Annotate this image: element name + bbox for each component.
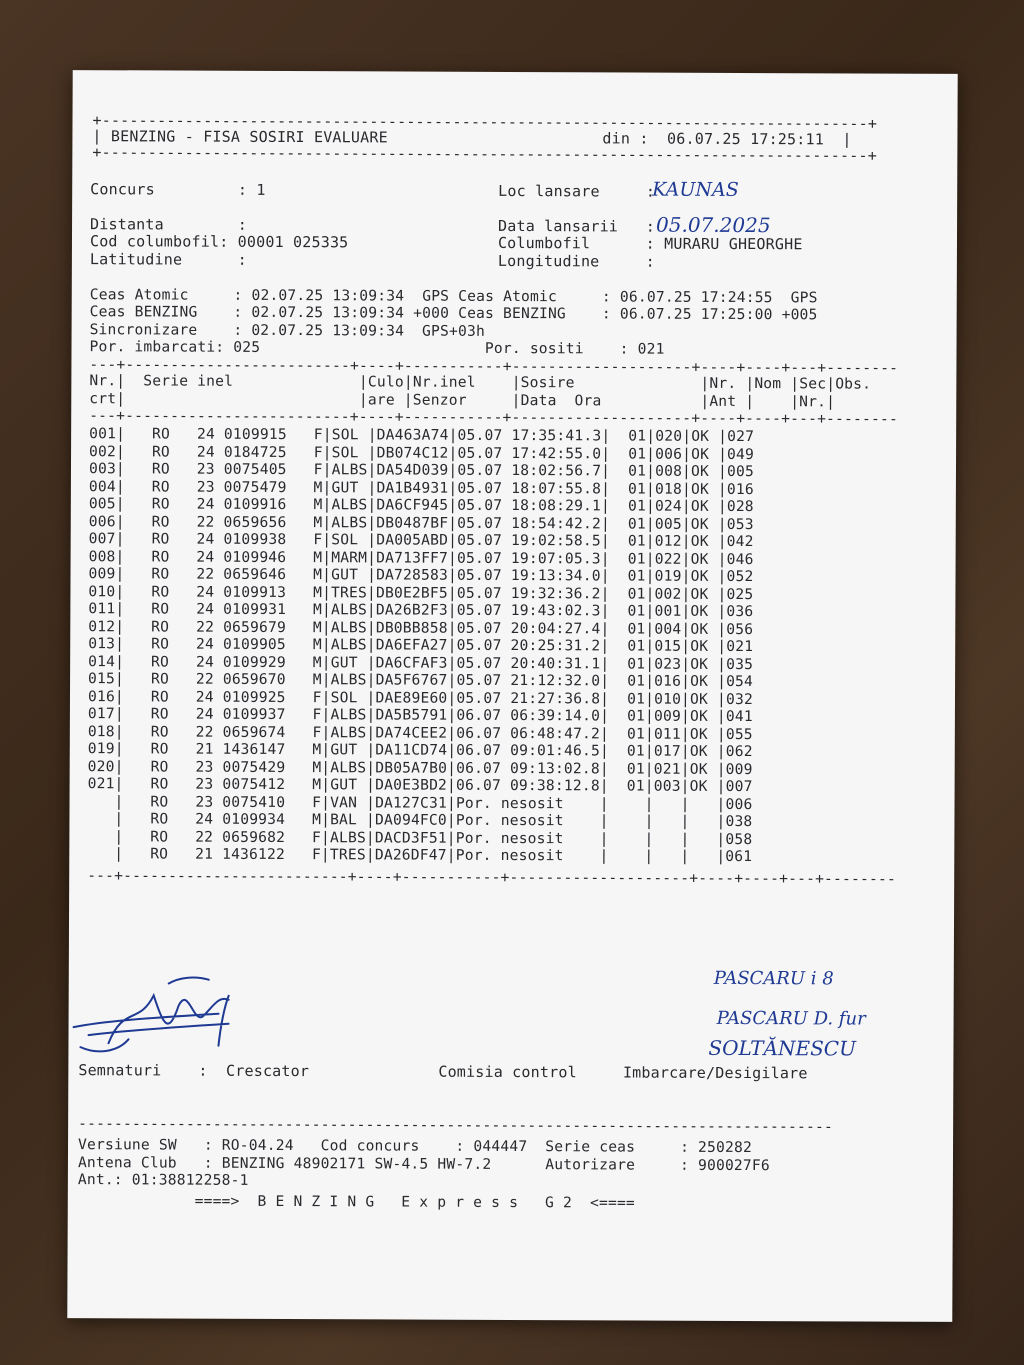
table-row: 003| RO 23 0075405 F|ALBS|DA54D039|05.07 18:02:56.7| 01|008|OK |005 bbox=[88, 460, 755, 481]
table-row: 010| RO 24 0109913 M|TRES|DB0E2BF5|05.07 19:32:36.2| 01|002|OK |025 bbox=[88, 582, 754, 603]
table-header-2: crt| |are |Senzor |Data Ora |Ant | |Nr.| bbox=[89, 390, 836, 411]
handwriting-line-3: SOLTĂNESCU bbox=[708, 1035, 857, 1061]
concurs-field: Concurs : 1 bbox=[90, 180, 266, 199]
header-row: | BENZING - FISA SOSIRI EVALUARE bbox=[92, 127, 388, 147]
table-row: 007| RO 24 0109938 F|SOL |DA005ABD|05.07 19:02:58.5| 01|012|OK |042 bbox=[88, 530, 754, 551]
footer-line-2: Antena Club : BENZING 48902171 SW-4.5 HW-7.2 Autorizare : 900027F6 bbox=[77, 1154, 770, 1175]
table-row: 005| RO 24 0109916 M|ALBS|DA6CF945|05.07 18:08:29.1| 01|024|OK |028 bbox=[88, 495, 754, 516]
table-row: 001| RO 24 0109915 F|SOL |DA463A74|05.07 17:35:41.3| 01|020|OK |027 bbox=[89, 425, 755, 446]
table-row: 011| RO 24 0109931 M|ALBS|DA26B2F3|05.07 19:43:02.3| 01|001|OK |036 bbox=[88, 600, 754, 621]
footer-separator: ------------------------------------------------------------------------------------ bbox=[78, 1115, 834, 1136]
table-row: 008| RO 24 0109946 M|MARM|DA713FF7|05.07 19:07:05.3| 01|022|OK |046 bbox=[88, 547, 754, 568]
table-row: | RO 21 1436122 F|TRES|DA26DF47|Por. nesosit | | | |061 bbox=[87, 845, 753, 866]
table-body bbox=[87, 425, 754, 865]
clock-benzing-line: Ceas BENZING : 02.07.25 13:09:34 +000 Ceas BENZING : 06.07.25 17:25:00 +005 bbox=[89, 303, 818, 324]
longitudine-field: Longitudine : bbox=[497, 251, 655, 271]
table-row: 012| RO 22 0659679 M|ALBS|DB0BB858|05.07 20:04:27.4| 01|004|OK |056 bbox=[88, 617, 754, 638]
header-border-bottom: +-----------------------------------------------------------------------------------+ bbox=[92, 143, 878, 165]
date-value: 06.07.25 17:25:11 bbox=[667, 129, 825, 149]
table-row: 021| RO 23 0075412 M|GUT |DA0E3BD2|06.07 09:38:12.8| 01|003|OK |007 bbox=[87, 775, 753, 796]
table-row: | RO 23 0075410 F|VAN |DA127C31|Por. nesosit | | | |006 bbox=[87, 792, 753, 813]
loc-lansare-handwritten: KAUNAS bbox=[652, 178, 739, 201]
header-date: din : 06.07.25 17:25:11 | bbox=[602, 129, 852, 149]
table-row: 002| RO 24 0184725 F|SOL |DB074C12|05.07 17:42:55.0| 01|006|OK |049 bbox=[89, 442, 755, 463]
report-title: BENZING - FISA SOSIRI EVALUARE bbox=[110, 127, 388, 147]
clock-atomic-line: Ceas Atomic : 02.07.25 13:09:34 GPS Ceas Atomic : 06.07.25 17:24:55 GPS bbox=[89, 286, 818, 307]
table-row: 018| RO 22 0659674 F|ALBS|DA74CEE2|06.07 06:48:47.2| 01|011|OK |055 bbox=[87, 722, 753, 743]
table-separator-bottom: ---+-------------------------+----+-----------+--------------------+----+----+---+-------- bbox=[87, 867, 897, 888]
table-row: 020| RO 23 0075429 M|ALBS|DB05A7B0|06.07 09:13:02.8| 01|021|OK |009 bbox=[87, 757, 753, 778]
cod-columbofil-field: Cod columbofil: 00001 025335 bbox=[89, 232, 349, 252]
handwriting-line-1: PASCARU i 8 bbox=[713, 967, 834, 990]
table-row: 006| RO 22 0659656 M|ALBS|DB0487BF|05.07 18:54:42.2| 01|005|OK |053 bbox=[88, 512, 754, 533]
handwriting-line-2: PASCARU D. fur bbox=[716, 1007, 866, 1030]
footer-line-1: Versiune SW : RO-04.24 Cod concurs : 044447 Serie ceas : 250282 bbox=[78, 1136, 753, 1157]
pigeons-count-line: Por. imbarcati: 025 Por. sositi : 021 bbox=[89, 338, 665, 358]
table-row: | RO 22 0659682 F|ALBS|DACD3F51|Por. nesosit | | | |058 bbox=[87, 827, 753, 848]
signature-scribble bbox=[68, 965, 248, 1066]
table-row: | RO 24 0109934 M|BAL |DA094FC0|Por. nesosit | | | |038 bbox=[87, 810, 753, 831]
data-lansarii-label: Data lansarii : bbox=[498, 216, 656, 236]
table-separator-top: ---+-------------------------+----+-----------+--------------------+----+----+---+-------- bbox=[89, 356, 899, 377]
table-header-1: Nr.| Serie inel |Culo|Nr.inel |Sosire |Nr. |Nom |Sec|Obs. bbox=[89, 372, 872, 393]
table-row: 004| RO 23 0075479 M|GUT |DA1B4931|05.07 18:07:55.8| 01|018|OK |016 bbox=[88, 477, 754, 498]
header-border-top: +-----------------------------------------------------------------------------------+ bbox=[92, 111, 878, 133]
clock-sync-line: Sincronizare : 02.07.25 13:09:34 GPS+03h bbox=[89, 321, 486, 340]
table-row: 017| RO 24 0109937 F|ALBS|DA5B5791|06.07 06:39:14.0| 01|009|OK |041 bbox=[87, 705, 753, 726]
table-row: 019| RO 21 1436147 M|GUT |DA11CD74|06.07 09:01:46.5| 01|017|OK |062 bbox=[87, 740, 753, 761]
loc-lansare-label: Loc lansare : bbox=[498, 181, 656, 201]
footer-banner: ====> B E N Z I N G E x p r e s s G 2 <==== bbox=[77, 1192, 635, 1212]
distanta-field: Distanta : bbox=[90, 215, 248, 234]
table-row: 016| RO 24 0109925 F|SOL |DAE89E60|05.07 21:27:36.8| 01|010|OK |032 bbox=[87, 687, 754, 708]
date-label: din : bbox=[602, 129, 649, 148]
table-row: 014| RO 24 0109929 M|GUT |DA6CFAF3|05.07 20:40:31.1| 01|023|OK |035 bbox=[88, 652, 754, 673]
latitudine-field: Latitudine : bbox=[89, 250, 247, 269]
columbofil-field: Columbofil : MURARU GHEORGHE bbox=[497, 233, 803, 254]
table-row: 013| RO 24 0109905 M|ALBS|DA6EFA27|05.07 20:25:31.2| 01|015|OK |021 bbox=[88, 635, 754, 656]
signatures-line: Semnaturi : Crescator Comisia control Imbarcare/Desigilare bbox=[78, 1061, 808, 1083]
table-row: 009| RO 22 0659646 M|GUT |DA728583|05.07 19:13:34.0| 01|019|OK |052 bbox=[88, 565, 754, 586]
table-row: 015| RO 22 0659670 M|ALBS|DA5F6767|05.07 21:12:32.0| 01|016|OK |054 bbox=[88, 670, 754, 691]
data-lansarii-handwritten: 05.07.2025 bbox=[656, 212, 771, 238]
printed-report-sheet bbox=[67, 70, 957, 1322]
table-separator-mid: ---+-------------------------+----+-----------+--------------------+----+----+---+-------- bbox=[89, 407, 899, 428]
footer-line-3: Ant.: 01:38812258-1 bbox=[77, 1171, 249, 1189]
